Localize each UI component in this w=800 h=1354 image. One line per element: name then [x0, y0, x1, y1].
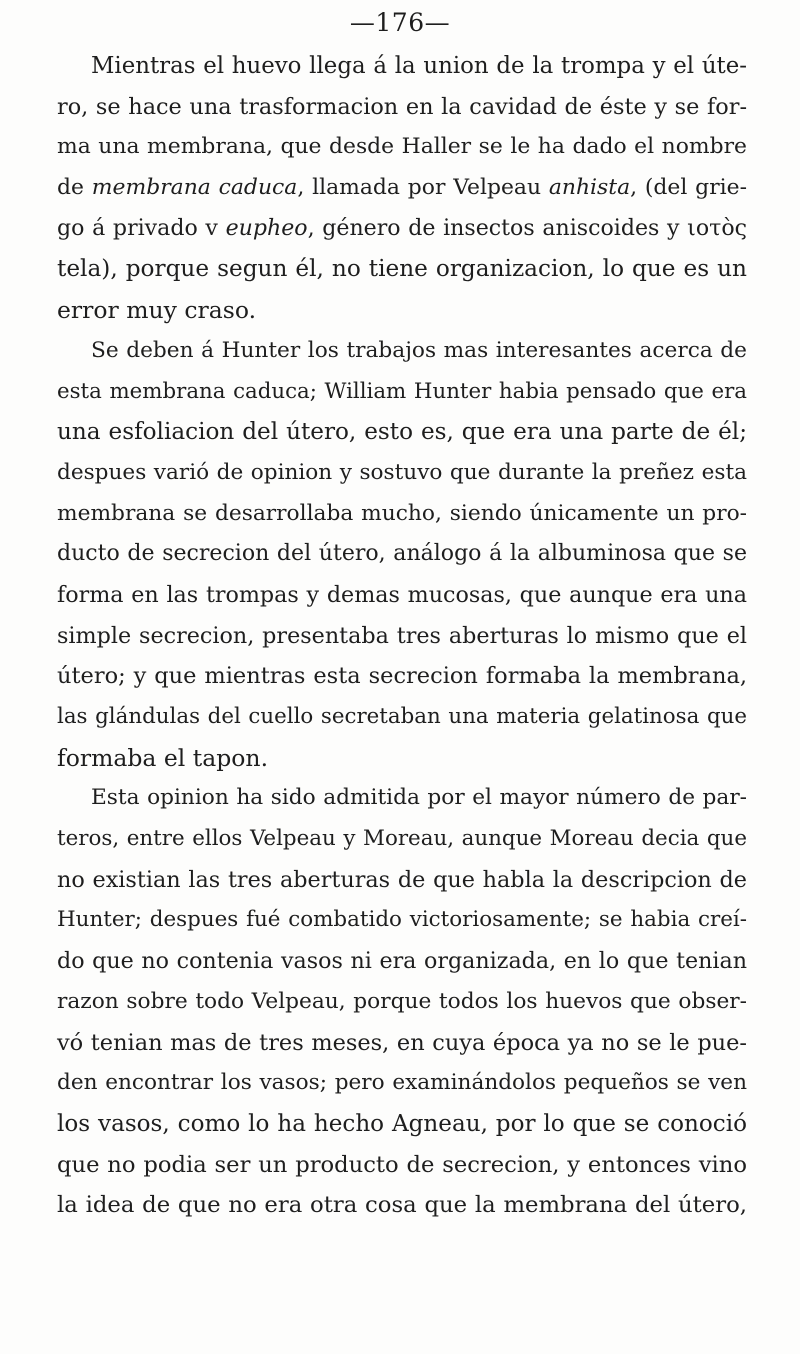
text-line: útero; y que mientras esta secrecion formaba la membrana,	[57, 663, 747, 690]
text-line: que no podia ser un producto de secrecion, y entonces vino	[57, 1151, 747, 1178]
text-line: vó tenian mas de tres meses, en cuya época ya no se le pue-	[57, 1029, 747, 1056]
text-line: tela), porque segun él, no tiene organizacion, lo que es un	[57, 255, 747, 283]
text-line: ducto de secrecion del útero, análogo á la albuminosa que se	[57, 541, 747, 567]
text-line: las glándulas del cuello secretaban una materia gelatinosa que	[57, 704, 747, 729]
text-line: esta membrana caduca; William Hunter habia pensado que era	[57, 378, 747, 404]
text-line	[57, 168, 747, 209]
body-text	[57, 46, 747, 1226]
text-line: no existian las tres aberturas de que habla la descripcion de	[57, 866, 747, 893]
text-line: razon sobre todo Velpeau, porque todos los huevos que obser-	[57, 988, 747, 1014]
text-line: den encontrar los vasos; pero examinándolos pequeños se ven	[57, 1070, 747, 1096]
text-line: forma en las trompas y demas mucosas, que aunque era una	[57, 581, 747, 608]
text-line: la idea de que no era otra cosa que la membrana del útero,	[57, 1192, 747, 1219]
text-line: Hunter; despues fué combatido victoriosamente; se habia creí-	[57, 907, 747, 933]
text-line: ro, se hace una trasformacion en la cavidad de éste y se for-	[57, 93, 747, 120]
text-line: una esfoliacion del útero, esto es, que era una parte de él;	[57, 419, 747, 446]
text-run: go á privado v	[57, 215, 226, 241]
text-line: formaba el tapon.	[57, 743, 269, 772]
text-line: do que no contenia vasos ni era organizada, en lo que tenian	[57, 948, 747, 975]
text-line: Mientras el huevo llega á la union de la trompa y el úte-	[91, 53, 747, 79]
text-line: ma una membrana, que desde Haller se le ha dado el nombre	[57, 134, 747, 160]
italic-term: eupheo	[225, 215, 308, 241]
text-line: error muy craso.	[57, 296, 257, 325]
text-line: membrana se desarrollaba mucho, siendo únicamente un pro-	[57, 500, 747, 526]
text-line	[57, 209, 747, 250]
text-run: , (del grie-	[630, 175, 747, 201]
text-line: teros, entre ellos Velpeau y Moreau, aunque Moreau decia que	[57, 826, 747, 852]
italic-term: membrana caduca	[91, 175, 298, 201]
text-line: despues varió de opinion y sostuvo que durante la preñez esta	[57, 459, 747, 485]
page-number: —176—	[349, 8, 451, 37]
text-line: simple secrecion, presentaba tres aberturas lo mismo que el	[57, 622, 747, 649]
text-run: , género de insectos aniscoides y ιοτὸς	[307, 215, 747, 241]
text-line: los vasos, como lo ha hecho Agneau, por lo que se conoció	[57, 1110, 747, 1137]
text-line: Se deben á Hunter los trabajos mas interesantes acerca de	[91, 337, 747, 363]
text-run: de	[57, 175, 92, 201]
italic-term: anhista	[548, 175, 631, 201]
text-run: , llamada por Velpeau	[297, 175, 549, 201]
text-line: Esta opinion ha sido admitida por el mayor número de par-	[91, 785, 747, 811]
